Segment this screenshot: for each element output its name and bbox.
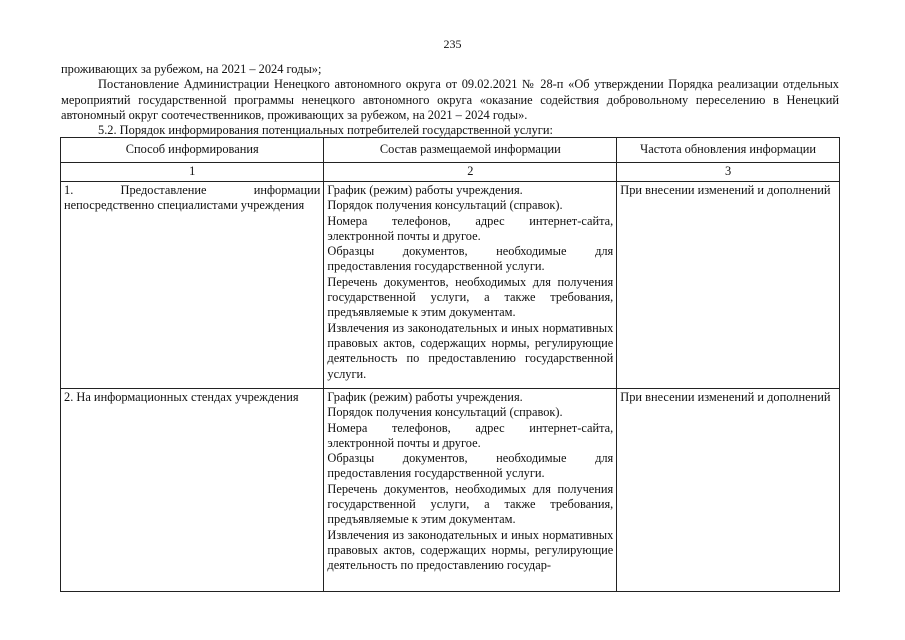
table-row — [61, 182, 840, 389]
content-item: Перечень документов, необходимых для получения государственной услуги, а также требования, предъявляемые к этим документам. — [327, 481, 614, 527]
page-number: 235 — [443, 37, 462, 51]
content-item: Порядок получения консультаций (справок). — [327, 198, 563, 213]
content-cell — [324, 182, 617, 389]
intro-line: проживающих за рубежом, на 2021 – 2024 годы»; — [61, 62, 322, 76]
content-item: Номера телефонов, адрес интернет-сайта, электронной почты и другое. — [327, 213, 614, 243]
content-item: График (режим) работы учреждения. — [327, 390, 523, 404]
column-number: 1 — [61, 163, 324, 182]
content-item: Извлечения из законодательных и иных нормативных правовых актов, содержащих нормы, регулирующие деятельность по предоставлению государ- — [327, 527, 614, 573]
intro-paragraph: Постановление Администрации Ненецкого автономного округа от 09.02.2021 № 28-п «Об утверждении Порядка реализации отдельных мероприятий государственной программы ненецкого автономного округа «оказание содействия добровольному переселению в Ненецкий автономный округ соотечественников, проживающих за рубежом, на 2021 – 2024 годы». — [61, 77, 839, 122]
frequency-cell: При внесении изменений и дополнений — [617, 182, 840, 389]
intro-text — [61, 62, 839, 138]
information-table — [60, 137, 840, 592]
header-frequency: Частота обновления информации — [617, 138, 840, 163]
column-number: 3 — [617, 163, 840, 182]
header-content: Состав размещаемой информации — [324, 138, 617, 163]
table-row — [61, 389, 840, 592]
method-cell: 1. Предоставление информации непосредственно специалистами учреждения — [61, 182, 324, 389]
table-number-row — [61, 163, 840, 182]
content-item: Перечень документов, необходимых для получения государственной услуги, а также требования, предъявляемые к этим документам. — [327, 274, 614, 320]
column-number: 2 — [324, 163, 617, 182]
content-item: Образцы документов, необходимые для предоставления государственной услуги. — [327, 244, 614, 274]
content-item: График (режим) работы учреждения. — [327, 183, 523, 197]
content-item: Образцы документов, необходимые для предоставления государственной услуги. — [327, 451, 614, 481]
section-subheading: 5.2. Порядок информирования потенциальных потребителей государственной услуги: — [98, 123, 553, 138]
method-cell: 2. На информационных стендах учреждения — [61, 389, 324, 592]
table-header-row — [61, 138, 840, 163]
content-item: Номера телефонов, адрес интернет-сайта, электронной почты и другое. — [327, 420, 614, 450]
header-method: Способ информирования — [61, 138, 324, 163]
content-cell — [324, 389, 617, 592]
frequency-cell: При внесении изменений и дополнений — [617, 389, 840, 592]
content-item: Порядок получения консультаций (справок). — [327, 405, 563, 420]
content-item: Извлечения из законодательных и иных нормативных правовых актов, содержащих нормы, регулирующие деятельность по предоставлению государственной услуги. — [327, 320, 614, 381]
